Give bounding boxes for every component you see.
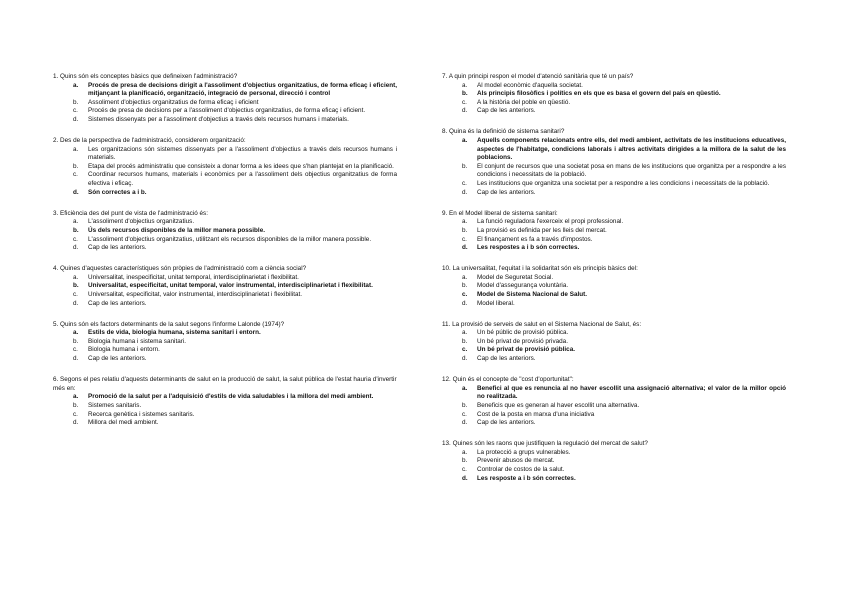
answer-option	[442, 107, 786, 116]
option-text: El finançament es fa a través d'impostos.	[477, 235, 593, 243]
option-text: El conjunt de recursos que una societat posa en mans de les institucions que organitza per a respondre a les condicions i necessitats de la població.	[477, 162, 786, 179]
option-text: Cap de les anteriors.	[477, 419, 536, 427]
answer-option	[53, 411, 397, 420]
option-text: L'assoliment d'objectius organitzatius.	[88, 218, 195, 226]
question-title: 7. A quin principi respon el model d'atenció sanitària que té un país?	[442, 73, 634, 80]
option-text: Cap de les anteriors.	[477, 107, 536, 115]
option-letter: d.	[462, 188, 468, 196]
correct-answer-text: Universalitat, especificitat, unitat temporal, valor instrumental, interdisciplinarietat i flexibilitat.	[88, 282, 373, 290]
answer-options	[442, 449, 786, 483]
option-text: Recerca genètica i sistemes sanitaris.	[88, 410, 195, 418]
answer-option	[442, 419, 786, 428]
option-text: La provisió es definida per les lleis del mercat.	[477, 226, 607, 234]
answer-options	[53, 329, 397, 363]
option-text: A la història del poble en qüestió.	[477, 98, 571, 106]
answer-option	[442, 227, 786, 236]
option-letter: a.	[73, 218, 79, 226]
question-title: 12. Quin és el concepte de "cost d'oportunitat":	[442, 376, 574, 384]
option-letter: b.	[73, 401, 79, 409]
option-text: La protecció a grups vulnerables.	[477, 448, 571, 456]
answer-option	[442, 218, 786, 227]
option-text: Etapa del procés administratiu que consisteix a donar forma a les idees que s'han plantejat en la planificació.	[88, 162, 394, 170]
option-letter: d.	[462, 107, 468, 115]
answer-options	[442, 82, 786, 116]
question-title: 8. Quina és la definició de sistema sanitari?	[442, 128, 565, 136]
option-letter: a.	[73, 273, 79, 281]
answer-option	[53, 116, 397, 125]
option-letter: c.	[73, 107, 78, 115]
answer-option	[442, 180, 786, 189]
answer-option	[442, 385, 786, 402]
question-title: 1. Quins són els conceptes bàsics que defineixen l'administració?	[53, 73, 238, 80]
question-title: 4. Quines d'aquestes característiques són pròpies de l'administració com a ciència social?	[53, 265, 307, 273]
correct-answer-text: Són correctes a i b.	[88, 188, 147, 196]
option-letter: a.	[73, 81, 79, 89]
answer-option	[53, 419, 397, 428]
answer-options	[53, 82, 397, 125]
answer-option	[442, 163, 786, 180]
question-block	[53, 265, 397, 308]
question-title: 2. Des de la perspectiva de l'administració, considerem organització:	[53, 137, 246, 145]
answer-option	[53, 227, 397, 236]
option-letter: c.	[73, 346, 78, 354]
answer-options	[53, 274, 397, 308]
question-block	[442, 440, 786, 483]
option-text: Cap de les anteriors.	[477, 188, 536, 196]
correct-answer-text: Promoció de la salut per a l'adquisició d'estils de vida saludables i la millora del medi ambient.	[88, 393, 374, 401]
option-letter: c.	[462, 98, 467, 106]
question-title: 13. Quines són les raons que justifiquen la regulació del mercat de salut?	[442, 440, 648, 448]
answer-option	[53, 355, 397, 364]
correct-answer-text: Les respostes a i b són correctes.	[477, 244, 580, 252]
answer-option	[53, 274, 397, 283]
correct-answer-text: Procés de presa de decisions dirigit a l'assoliment d'objectius organitzatius, de forma eficaç i eficient, mitjançant la planificació, organització, integració de personal, direcció i control	[88, 81, 397, 98]
answer-option	[53, 244, 397, 253]
option-letter: d.	[462, 244, 468, 252]
answer-options	[53, 218, 397, 252]
option-text: Sistemes sanitaris.	[88, 401, 142, 409]
option-letter: a.	[73, 393, 79, 401]
option-letter: d.	[73, 355, 79, 363]
option-letter: d.	[462, 474, 468, 482]
option-letter: a.	[462, 137, 468, 145]
option-letter: b.	[73, 282, 79, 290]
answer-option	[53, 393, 397, 402]
answer-option	[53, 218, 397, 227]
option-text: Biologia humana i entorn.	[88, 346, 160, 354]
option-letter: b.	[73, 98, 79, 106]
option-letter: b.	[462, 337, 468, 345]
answer-option	[442, 274, 786, 283]
option-letter: a.	[462, 384, 468, 392]
option-text: Cap de les anteriors.	[88, 244, 147, 252]
option-letter: c.	[462, 465, 467, 473]
option-text: Les institucions que organitza una societat per a respondre a les condicions i necessitats de la població.	[477, 180, 770, 188]
option-letter: a.	[462, 448, 468, 456]
option-letter: a.	[462, 329, 468, 337]
option-letter: b.	[462, 226, 468, 234]
question-block	[53, 137, 397, 197]
option-letter: b.	[462, 162, 468, 170]
answer-option	[442, 82, 786, 91]
question-block	[53, 376, 397, 428]
option-letter: b.	[462, 282, 468, 290]
question-title: 11. La provisió de serveis de salut en el Sistema Nacional de Salut, és:	[442, 320, 642, 328]
answer-option	[442, 457, 786, 466]
option-letter: b.	[462, 457, 468, 465]
option-text: Al model econòmic d'aquella societat.	[477, 81, 583, 89]
answer-option	[442, 236, 786, 245]
answer-option	[442, 329, 786, 338]
answer-option	[53, 99, 397, 108]
question-title: 6. Segons el pes relatiu d'aquests determinants de salut en la producció de salut, la salut pública de l'estat hauria d'invertir més en:	[53, 376, 397, 392]
option-text: Universalitat, especificitat, valor instrumental, interdisciplinarietat i flexibilitat.	[88, 290, 303, 298]
correct-answer-text: Aquells components relacionats entre ells, del medi ambient, activitats de les institucions educatives, aspectes de l'habitatge, condicions laborals i altres activitats dirigides a la millora de la salut de les poblacions.	[477, 137, 786, 162]
option-text: Cap de les anteriors.	[88, 355, 147, 363]
option-letter: d.	[73, 244, 79, 252]
option-letter: b.	[462, 401, 468, 409]
question-title: 3. Eficiència des del punt de vista de l'administració és:	[53, 209, 208, 217]
option-letter: a.	[462, 81, 468, 89]
option-text: Procés de presa de decisions per a l'assoliment d'objectius organitzatius, de forma eficaç i eficient.	[88, 107, 366, 115]
question-title: 10. La universalitat, l'equitat i la solidaritat són els principis bàsics del:	[442, 265, 638, 273]
option-letter: b.	[73, 337, 79, 345]
option-text: Un bé privat de provisió privada.	[477, 337, 568, 345]
correct-answer-text: Model de Sistema Nacional de Salut.	[477, 290, 587, 298]
option-text: Millora del medi ambient.	[88, 419, 159, 427]
option-letter: a.	[73, 145, 79, 153]
question-block	[442, 321, 786, 364]
answer-option	[442, 475, 786, 484]
question-title: 9. En el Model liberal de sistema sanitari:	[442, 209, 558, 217]
answer-option	[442, 99, 786, 108]
option-letter: c.	[462, 235, 467, 243]
answer-option	[53, 300, 397, 309]
option-text: Les organitzacions són sistemes dissenyats per a l'assoliment d'objectius a través dels recursos humans i materials.	[88, 145, 397, 162]
option-letter: b.	[73, 226, 79, 234]
left-column	[53, 73, 397, 440]
answer-option	[53, 291, 397, 300]
answer-option	[442, 300, 786, 309]
option-text: Sistemes dissenyats per a l'assoliment d'objectius a través dels recursos humans i materials.	[88, 115, 349, 123]
answer-option	[442, 282, 786, 291]
right-column	[442, 73, 786, 496]
option-letter: c.	[462, 346, 468, 354]
answer-option	[53, 329, 397, 338]
option-text: Model liberal.	[477, 299, 515, 307]
option-letter: d.	[73, 188, 79, 196]
option-text: Prevenir abusos de mercat.	[477, 457, 555, 465]
answer-option	[442, 90, 786, 99]
answer-option	[53, 163, 397, 172]
option-letter: c.	[73, 290, 78, 298]
option-text: Cap de les anteriors.	[477, 355, 536, 363]
question-block	[442, 73, 786, 116]
option-letter: a.	[462, 273, 468, 281]
answer-options	[53, 146, 397, 198]
option-letter: d.	[73, 419, 79, 427]
question-block	[442, 376, 786, 428]
answer-option	[442, 402, 786, 411]
option-text: Universalitat, inespecificitat, unitat temporal, interdisciplinarietat i flexibilitat.	[88, 273, 299, 281]
question-block	[442, 265, 786, 308]
correct-answer-text: Als principis filosòfics i polítics en els que es basa el govern del país en qüestió.	[477, 90, 721, 98]
answer-option	[442, 346, 786, 355]
option-letter: c.	[462, 180, 467, 188]
answer-option	[442, 449, 786, 458]
question-block	[442, 210, 786, 253]
correct-answer-text: Estils de vida, biologia humana, sistema sanitari i entorn.	[88, 329, 261, 337]
option-letter: b.	[462, 90, 468, 98]
option-letter: c.	[73, 410, 78, 418]
option-text: Model d'assegurança voluntària.	[477, 282, 569, 290]
option-letter: b.	[73, 162, 79, 170]
correct-answer-text: Les resposte a i b són correctes.	[477, 474, 576, 482]
answer-option	[442, 244, 786, 253]
question-block	[442, 128, 786, 197]
answer-option	[442, 411, 786, 420]
answer-option	[53, 338, 397, 347]
option-text: Beneficis que es generan al haver escollit una alternativa.	[477, 401, 640, 409]
option-text: L'assoliment d'objectius organitzatius, utilitzant els recursos disponibles de la millor manera possible.	[88, 235, 372, 243]
answer-option	[53, 171, 397, 188]
answer-option	[53, 236, 397, 245]
option-letter: a.	[462, 218, 468, 226]
option-text: La funció reguladora l'exerceix el propi professional.	[477, 218, 624, 226]
answer-option	[53, 189, 397, 198]
question-block	[53, 210, 397, 253]
option-letter: a.	[73, 329, 79, 337]
option-text: Model de Seguretat Social.	[477, 273, 554, 281]
option-letter: d.	[462, 299, 468, 307]
answer-option	[53, 146, 397, 163]
option-text: Un bé públic de provisió pública.	[477, 329, 569, 337]
option-letter: d.	[462, 355, 468, 363]
option-text: Controlar de costos de la salut.	[477, 465, 565, 473]
answer-option	[53, 82, 397, 99]
question-block	[53, 73, 397, 125]
correct-answer-text: Benefici al que es renuncia al no haver escollit una assignació alternativa; el valor de la millor opció no realitzada.	[477, 384, 786, 401]
option-text: Cap de les anteriors.	[88, 299, 147, 307]
answer-option	[53, 107, 397, 116]
answer-options	[442, 329, 786, 363]
option-letter: d.	[73, 299, 79, 307]
answer-option	[53, 402, 397, 411]
answer-options	[442, 385, 786, 428]
option-text: Cost de la posta en marxa d'una iniciativa	[477, 410, 595, 418]
answer-options	[442, 274, 786, 308]
question-title: 5. Quins són els factors determinants de la salut segons l'informe Lalonde (1974)?	[53, 320, 285, 328]
option-letter: c.	[462, 410, 467, 418]
answer-options	[53, 393, 397, 427]
option-text: Assoliment d'objectius organitzatius de forma eficaç i eficient	[88, 98, 259, 106]
option-letter: d.	[462, 419, 468, 427]
answer-option	[442, 355, 786, 364]
answer-options	[442, 137, 786, 197]
option-letter: c.	[73, 171, 78, 179]
question-block	[53, 321, 397, 364]
correct-answer-text: Un bé privat de provisió pública.	[477, 346, 575, 354]
answer-option	[442, 466, 786, 475]
answer-option	[442, 291, 786, 300]
answer-option	[442, 189, 786, 198]
answer-option	[53, 346, 397, 355]
option-text: Biologia humana i sistema sanitari.	[88, 337, 187, 345]
option-letter: c.	[462, 290, 468, 298]
correct-answer-text: Ús dels recursos disponibles de la millor manera possible.	[88, 226, 265, 234]
answer-options	[442, 218, 786, 252]
option-letter: c.	[73, 235, 78, 243]
option-text: Coordinar recursos humans, materials i econòmics per a l'assoliment dels objectius organitzatius de forma efectiva i eficaç.	[88, 171, 397, 188]
answer-option	[442, 137, 786, 163]
answer-option	[53, 282, 397, 291]
option-letter: d.	[73, 115, 79, 123]
answer-option	[442, 338, 786, 347]
